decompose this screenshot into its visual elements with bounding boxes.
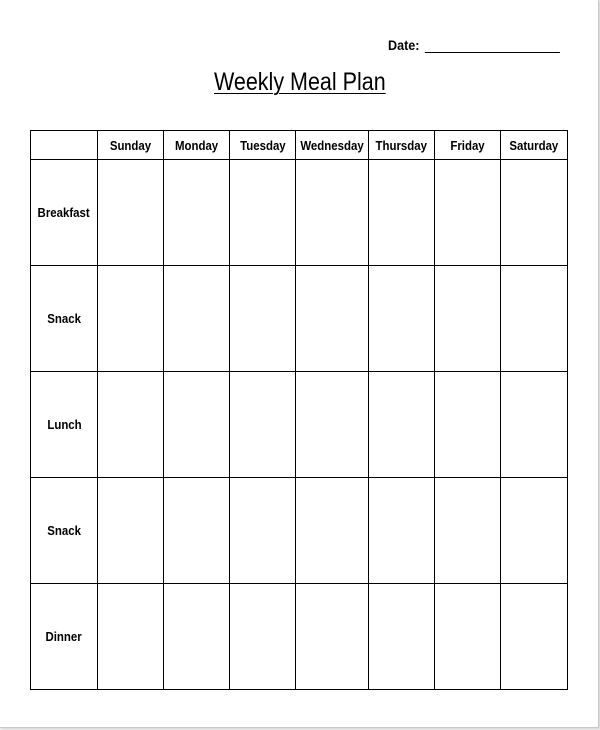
meal-cell[interactable] bbox=[296, 372, 369, 478]
meal-cell[interactable] bbox=[230, 266, 296, 372]
meal-cell[interactable] bbox=[98, 372, 164, 478]
day-header: Friday bbox=[435, 131, 501, 160]
meal-cell[interactable] bbox=[501, 372, 568, 478]
day-header: Wednesday bbox=[296, 131, 369, 160]
meal-row bbox=[31, 478, 568, 584]
date-field bbox=[388, 37, 560, 53]
meal-cell[interactable] bbox=[369, 584, 435, 690]
meal-cell[interactable] bbox=[296, 160, 369, 266]
meal-cell[interactable] bbox=[435, 478, 501, 584]
meal-label: Dinner bbox=[31, 584, 98, 690]
meal-row bbox=[31, 160, 568, 266]
meal-cell[interactable] bbox=[435, 266, 501, 372]
meal-cell[interactable] bbox=[369, 266, 435, 372]
meal-cell[interactable] bbox=[501, 584, 568, 690]
meal-cell[interactable] bbox=[369, 478, 435, 584]
meal-row bbox=[31, 372, 568, 478]
meal-cell[interactable] bbox=[230, 372, 296, 478]
day-header: Sunday bbox=[98, 131, 164, 160]
meal-label: Breakfast bbox=[31, 160, 98, 266]
meal-cell[interactable] bbox=[98, 160, 164, 266]
day-header: Saturday bbox=[501, 131, 568, 160]
meal-cell[interactable] bbox=[501, 478, 568, 584]
meal-cell[interactable] bbox=[501, 266, 568, 372]
meal-cell[interactable] bbox=[230, 478, 296, 584]
corner-cell bbox=[31, 131, 98, 160]
meal-label: Snack bbox=[31, 266, 98, 372]
meal-cell[interactable] bbox=[369, 372, 435, 478]
meal-cell[interactable] bbox=[435, 584, 501, 690]
day-header: Thursday bbox=[369, 131, 435, 160]
meal-cell[interactable] bbox=[435, 372, 501, 478]
meal-row bbox=[31, 584, 568, 690]
meal-cell[interactable] bbox=[164, 478, 230, 584]
meal-cell[interactable] bbox=[164, 584, 230, 690]
date-blank-line bbox=[425, 38, 560, 53]
meal-cell[interactable] bbox=[230, 160, 296, 266]
meal-cell[interactable] bbox=[296, 478, 369, 584]
date-label: Date: bbox=[388, 37, 420, 53]
meal-cell[interactable] bbox=[435, 160, 501, 266]
meal-cell[interactable] bbox=[98, 266, 164, 372]
meal-plan-table bbox=[30, 130, 568, 690]
header-row bbox=[31, 131, 568, 160]
meal-cell[interactable] bbox=[501, 160, 568, 266]
meal-cell[interactable] bbox=[369, 160, 435, 266]
meal-cell[interactable] bbox=[164, 372, 230, 478]
meal-cell[interactable] bbox=[230, 584, 296, 690]
meal-cell[interactable] bbox=[98, 478, 164, 584]
meal-cell[interactable] bbox=[164, 160, 230, 266]
page-title bbox=[0, 68, 600, 97]
meal-cell[interactable] bbox=[164, 266, 230, 372]
meal-cell[interactable] bbox=[296, 584, 369, 690]
meal-label: Snack bbox=[31, 478, 98, 584]
meal-row bbox=[31, 266, 568, 372]
page-title-text: Weekly Meal Plan bbox=[214, 68, 386, 96]
day-header: Tuesday bbox=[230, 131, 296, 160]
meal-cell[interactable] bbox=[98, 584, 164, 690]
meal-label: Lunch bbox=[31, 372, 98, 478]
day-header: Monday bbox=[164, 131, 230, 160]
meal-cell[interactable] bbox=[296, 266, 369, 372]
